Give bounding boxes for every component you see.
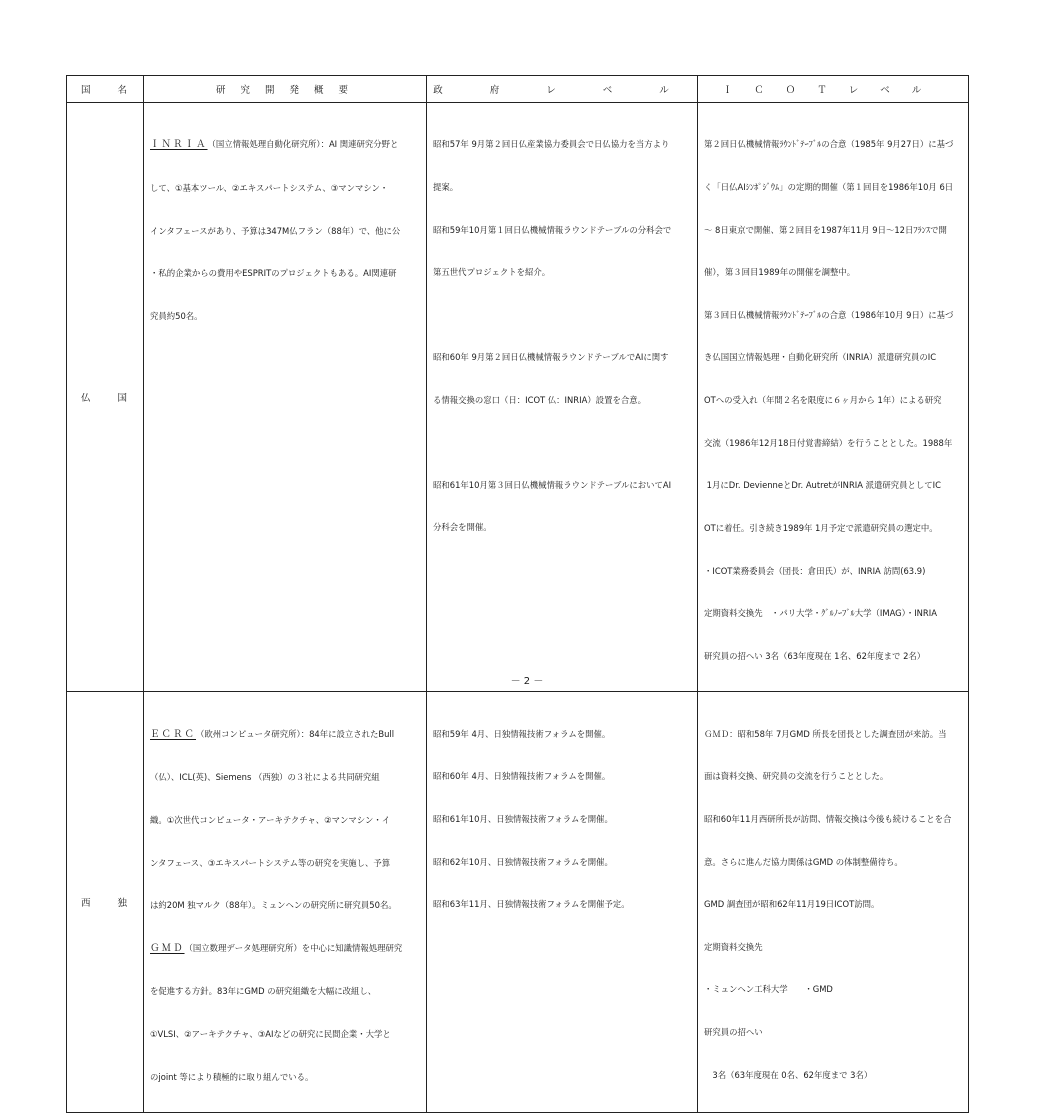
research-line: ①VLSI、②アーキテクチャ、③AIなどの研究に民間企業・大学と [150, 1029, 391, 1039]
paragraph-gap [433, 308, 691, 322]
country-cell-west-germany [67, 692, 144, 1113]
research-line: 究員約50名。 [150, 310, 203, 321]
research-line: ＩＮＲＩＡ（国立情報処理自動化研究所）：AI 関連研究分野と [150, 139, 399, 151]
icot-line: 第２回日仏機械情報ﾗｳﾝﾄﾞﾃｰﾌﾞﾙの合意（1985年 9月27日）に基づ [704, 139, 954, 150]
research-cell-west-germany [144, 692, 427, 1113]
government-text-west-germany [427, 692, 697, 939]
header-government [427, 76, 698, 103]
org-name-inria: ＩＮＲＩＡ [150, 139, 208, 151]
icot-line: 昭和60年11月西研所長が訪問、情報交換は今後も続けることを合 [704, 813, 952, 824]
icot-line: 面は資料交換、研究員の交流を行うこととした。 [704, 771, 889, 782]
research-cell-france [144, 103, 427, 692]
government-line: 提案。 [433, 182, 459, 193]
research-text-france [144, 103, 426, 351]
header-country [67, 76, 144, 103]
research-line: のjoint 等により積極的に取り組んでいる。 [150, 1071, 314, 1082]
table-header-row [67, 76, 969, 103]
research-line: を促進する方針。83年にGMD の研究組織を大幅に改組し、 [150, 986, 377, 997]
header-research-label: 研 究 開 発 概 要 [215, 85, 355, 96]
icot-text-france [698, 103, 968, 691]
icot-line: ・ICOT業務委員会（団長：倉田氏）が、INRIA 訪問(63.9) [704, 565, 926, 576]
icot-line: 意。さらに進んだ協力関係はGMD の体制整備待ち。 [704, 856, 903, 867]
government-line: 昭和62年10月、日独情報技術フォラムを開催。 [433, 856, 613, 867]
icot-line: く「日仏AIｼﾝﾎﾟｼﾞｳﾑ」の定期的開催（第１回目を1986年10月 6日 [704, 182, 954, 193]
icot-cell-france [698, 103, 969, 692]
icot-line: 研究員の招へい [704, 1027, 763, 1037]
government-line: 昭和57年 9月第２回日仏産業協力委員会で日仏協力を当方より [433, 139, 670, 150]
government-line: る情報交換の窓口（日：ICOT 仏：INRIA）設置を合意。 [433, 394, 646, 405]
research-line: ・私的企業からの費用やESPRITのプロジェクトもある。AI関連研 [150, 268, 397, 279]
research-line: 織。①次世代コンピュータ・アーキテクチャ、②マンマシン・イ [150, 814, 391, 825]
research-line: ＧＭＤ（国立数理データ処理研究所）を中心に知識情報処理研究 [150, 942, 403, 954]
country-char-2: 独 [117, 898, 127, 910]
paragraph-gap [433, 435, 691, 449]
government-line: 昭和61年10月第３回日仏機械情報ラウンドテーブルにおいてAI [433, 479, 672, 490]
icot-line: 催），第３回目1989年の開催を調整中。 [704, 267, 856, 278]
table-row-west-germany [67, 692, 969, 1113]
header-government-label: 政 府 レ ベ ル [433, 85, 691, 96]
header-research [144, 76, 427, 103]
country-char-1: 仏 [81, 393, 91, 405]
icot-line: 3名（63年度現在 0名、62年度まで 3名） [704, 1069, 873, 1080]
icot-line: OTに着任。引き続き1989年 1月予定で派遣研究員の選定中。 [704, 522, 938, 533]
research-line: は約20M 独マルク（88年）。ミュンヘンの研究所に研究員50名。 [150, 900, 397, 911]
research-line: ンタフェース、③エキスパートシステム等の研究を実施し、予算 [150, 857, 391, 868]
icot-line: ～ 8日東京で開催、第２回目を1987年11月 9日～12日ﾌﾗﾝｽで開 [704, 224, 947, 235]
header-icot [698, 76, 969, 103]
government-cell-west-germany [427, 692, 698, 1113]
icot-text-west-germany [698, 692, 968, 1110]
icot-line: ・ミュンヘン工科大学 ・GMD [704, 984, 833, 995]
comparison-table [66, 75, 969, 1113]
government-line: 分科会を開催。 [433, 522, 492, 533]
government-line: 昭和60年 9月第２回日仏機械情報ラウンドテーブルでAIに関す [433, 352, 669, 363]
government-line: 昭和59年10月第１回日仏機械情報ラウンドテーブルの分科会で [433, 224, 672, 235]
header-icot-label: ＩＣＯＴレベル [722, 85, 944, 96]
icot-line: き仏国国立情報処理・自動化研究所（INRIA）派遣研究員のIC [704, 352, 937, 363]
icot-line: 定期資料交換先 ・パリ大学・ｸﾞﾙﾉｰﾌﾞﾙ大学（IMAG）・INRIA [704, 608, 937, 619]
header-country-char-2: 名 [117, 85, 127, 96]
research-line: して、①基本ツール、②エキスパートシステム、③マンマシン・ [150, 183, 389, 194]
country-char-1: 西 [81, 898, 91, 910]
icot-line: 第３回日仏機械情報ﾗｳﾝﾄﾞﾃｰﾌﾞﾙの合意（1986年10月 9日）に基づ [704, 309, 954, 320]
header-country-char-1: 国 [81, 85, 91, 96]
government-line: 昭和59年 4月、日独情報技術フォラムを開催。 [433, 728, 611, 739]
icot-cell-west-germany [698, 692, 969, 1113]
page-number: － 2 － [510, 676, 544, 687]
government-line: 昭和63年11月、日独情報技術フォラムを開催予定。 [433, 899, 630, 910]
icot-line: GMD 調査団が昭和62年11月19日ICOT訪問。 [704, 899, 880, 910]
org-name-ecrc: ＥＣＲＣ [150, 728, 197, 740]
table-row-france [67, 103, 969, 692]
research-line: ＥＣＲＣ（欧州コンピュータ研究所）：84年に設立されたBull [150, 728, 395, 740]
government-cell-france [427, 103, 698, 692]
icot-line: 研究員の招へい 3名（63年度現在 1名、62年度まで 2名） [704, 650, 926, 661]
icot-line: 定期資料交換先 [704, 941, 763, 952]
icot-line: OTへの受入れ（年間２名を限度に６ヶ月から 1年）による研究 [704, 395, 942, 406]
research-line: インタフェースがあり、予算は347M仏フラン（88年）で、他に公 [150, 225, 401, 236]
icot-line: ＧＭＤ：昭和58年 7月GMD 所長を団長とした調査団が来訪。当 [704, 728, 947, 739]
org-name-gmd: ＧＭＤ [150, 942, 185, 954]
country-char-2: 国 [117, 393, 127, 405]
research-line: （仏）、ICL(英)、Siemens （西独）の３社による共同研究組 [150, 772, 380, 783]
icot-line: 交流（1986年12月18日付覚書締結）を行うこととした。1988年 [704, 437, 953, 448]
country-cell-france [67, 103, 144, 692]
research-text-west-germany [144, 692, 426, 1112]
government-line: 昭和61年10月、日独情報技術フォラムを開催。 [433, 813, 613, 824]
government-line: 昭和60年 4月、日独情報技術フォラムを開催。 [433, 771, 611, 782]
government-line: 第五世代プロジェクトを紹介。 [433, 267, 551, 278]
government-text-france [427, 103, 697, 563]
icot-line: 1月にDr. DevienneとDr. AutretがINRIA 派遣研究員としてIC [704, 480, 941, 491]
